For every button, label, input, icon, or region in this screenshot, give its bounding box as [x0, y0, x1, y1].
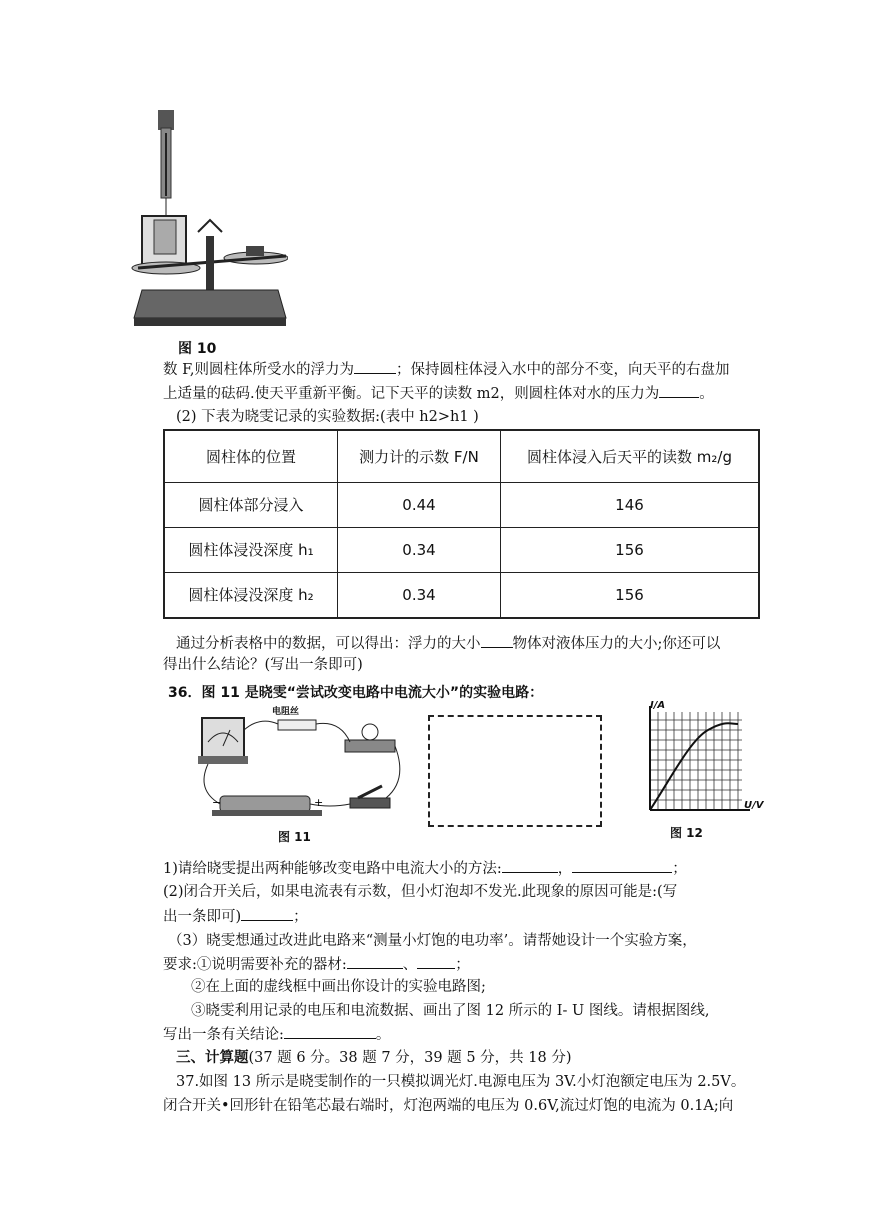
table-cell: 圆柱体浸没深度 h₂ — [164, 572, 338, 618]
section3-title: 三、计算题 — [176, 1049, 249, 1066]
q36-item2-line1: (2)闭合开关后，如果电流表有示数，但小灯泡却不发光.此现象的原因可能是:(写 — [163, 884, 678, 900]
para1-line2-a: 上适量的砝码.使天平重新平衡。记下天平的读数 m2，则圆柱体对水的压力为 — [163, 386, 660, 402]
para1-line2-b: 。 — [699, 386, 714, 402]
table-header: 测力计的示数 F/N — [338, 430, 501, 482]
answer-blank[interactable] — [241, 906, 293, 921]
answer-blank[interactable] — [659, 383, 699, 398]
figure-10 — [128, 108, 288, 358]
table-cell: 0.34 — [338, 572, 501, 618]
q37-line1: 37.如图 13 所示是晓雯制作的一只模拟调光灯.电源电压为 3V.小灯泡额定电压为 2.5V。 — [176, 1074, 746, 1090]
answer-blank[interactable] — [347, 954, 403, 969]
q36-item3-line2-c: ； — [455, 957, 470, 973]
answer-blank[interactable] — [284, 1024, 376, 1039]
table-row — [164, 572, 759, 618]
section3-heading — [176, 1048, 572, 1068]
q36-item1-b: ， — [557, 861, 573, 877]
q37-line2: 闭合开关•回形针在铅笔芯最右端时，灯泡两端的电压为 0.6V,流过灯饱的电流为 0.1A;向 — [163, 1098, 734, 1114]
q36-item3-line5 — [163, 1024, 390, 1045]
q36-item3-line1: （3）晓雯想通过改进此电路来“测量小灯饱的电功率’。请帮她设计一个实验方案， — [168, 933, 697, 949]
plus-sign: + — [314, 796, 324, 809]
table-cell: 156 — [501, 527, 760, 572]
table-cell: 146 — [501, 482, 760, 527]
minus-sign: − — [212, 796, 222, 809]
section3-note: (37 题 6 分。38 题 7 分，39 题 5 分，共 18 分) — [248, 1050, 572, 1066]
para1-line2 — [163, 383, 714, 404]
q36-item3-line2 — [163, 954, 470, 975]
table-cell: 圆柱体部分浸入 — [164, 482, 338, 527]
q36-item1-c: ； — [672, 861, 687, 877]
figure-10-caption: 图 10 — [178, 341, 217, 357]
graph-y-label: I/A — [650, 700, 666, 711]
table-header: 圆柱体的位置 — [164, 430, 338, 482]
data-table — [163, 429, 760, 619]
para1-line1-a: 数 F,则圆柱体所受水的浮力为 — [163, 362, 355, 378]
table-row — [164, 482, 759, 527]
q36-item3-line3: ②在上面的虚线框中画出你设计的实验电路图; — [191, 979, 486, 995]
table-row — [164, 527, 759, 572]
figure-11 — [190, 707, 410, 845]
q36-item2-line2-a: 出一条即可) — [163, 909, 242, 925]
figure-12 — [630, 700, 770, 840]
figure-12-caption: 图 12 — [670, 826, 703, 840]
answer-blank[interactable] — [417, 954, 455, 969]
q36-title: 36．图 11 是晓雯“尝试改变电路中电流大小”的实验电路： — [168, 685, 544, 701]
balance-apparatus-illustration — [128, 108, 288, 338]
q36-item3-line2-b: 、 — [402, 957, 418, 973]
circuit-illustration — [190, 710, 410, 830]
q36-item1-a: 1)请给晓雯提出两种能够改变电路中电流大小的方法: — [163, 861, 502, 877]
q36-item3-line5-b: 。 — [375, 1027, 391, 1043]
q36-item3-line5-a: 写出一条有关结论: — [163, 1027, 284, 1043]
graph-x-label: U/V — [744, 800, 764, 811]
analysis-line2: 得出什么结论？(写出一条即可) — [163, 657, 363, 673]
analysis-line1-b: 物体对液体压力的大小;你还可以 — [512, 636, 721, 652]
answer-blank[interactable] — [481, 633, 513, 648]
table-cell: 圆柱体浸没深度 h₁ — [164, 527, 338, 572]
q36-item2-line2-b: ； — [293, 909, 308, 925]
q2-intro: (2) 下表为晓雯记录的实验数据:(表中 h2>h1 ) — [176, 409, 479, 425]
q36-item2-line2 — [163, 906, 308, 927]
table-cell: 0.34 — [338, 527, 501, 572]
figure-11-caption: 图 11 — [278, 830, 311, 844]
para1-line1 — [163, 359, 730, 380]
circuit-design-box[interactable] — [428, 715, 602, 827]
analysis-line1-a: 通过分析表格中的数据，可以得出：浮力的大小 — [176, 636, 481, 652]
answer-blank[interactable] — [502, 858, 558, 873]
answer-blank[interactable] — [572, 858, 672, 873]
para1-line1-b: ；保持圆柱体浸入水中的部分不变，向天平的右盘加 — [396, 362, 730, 378]
q36-item3-line2-a: 要求:①说明需要补充的器材: — [163, 957, 347, 973]
resistance-wire-label: 电阻丝 — [272, 707, 300, 717]
table-cell: 0.44 — [338, 482, 501, 527]
analysis-line1 — [176, 633, 720, 654]
q36-item3-line4: ③晓雯利用记录的电压和电流数据、画出了图 12 所示的 I- U 图线。请根据图线, — [191, 1003, 710, 1019]
table-header: 圆柱体浸入后天平的读数 m₂/g — [501, 430, 760, 482]
table-cell: 156 — [501, 572, 760, 618]
q36-item1 — [163, 858, 687, 879]
answer-blank[interactable] — [354, 359, 396, 374]
